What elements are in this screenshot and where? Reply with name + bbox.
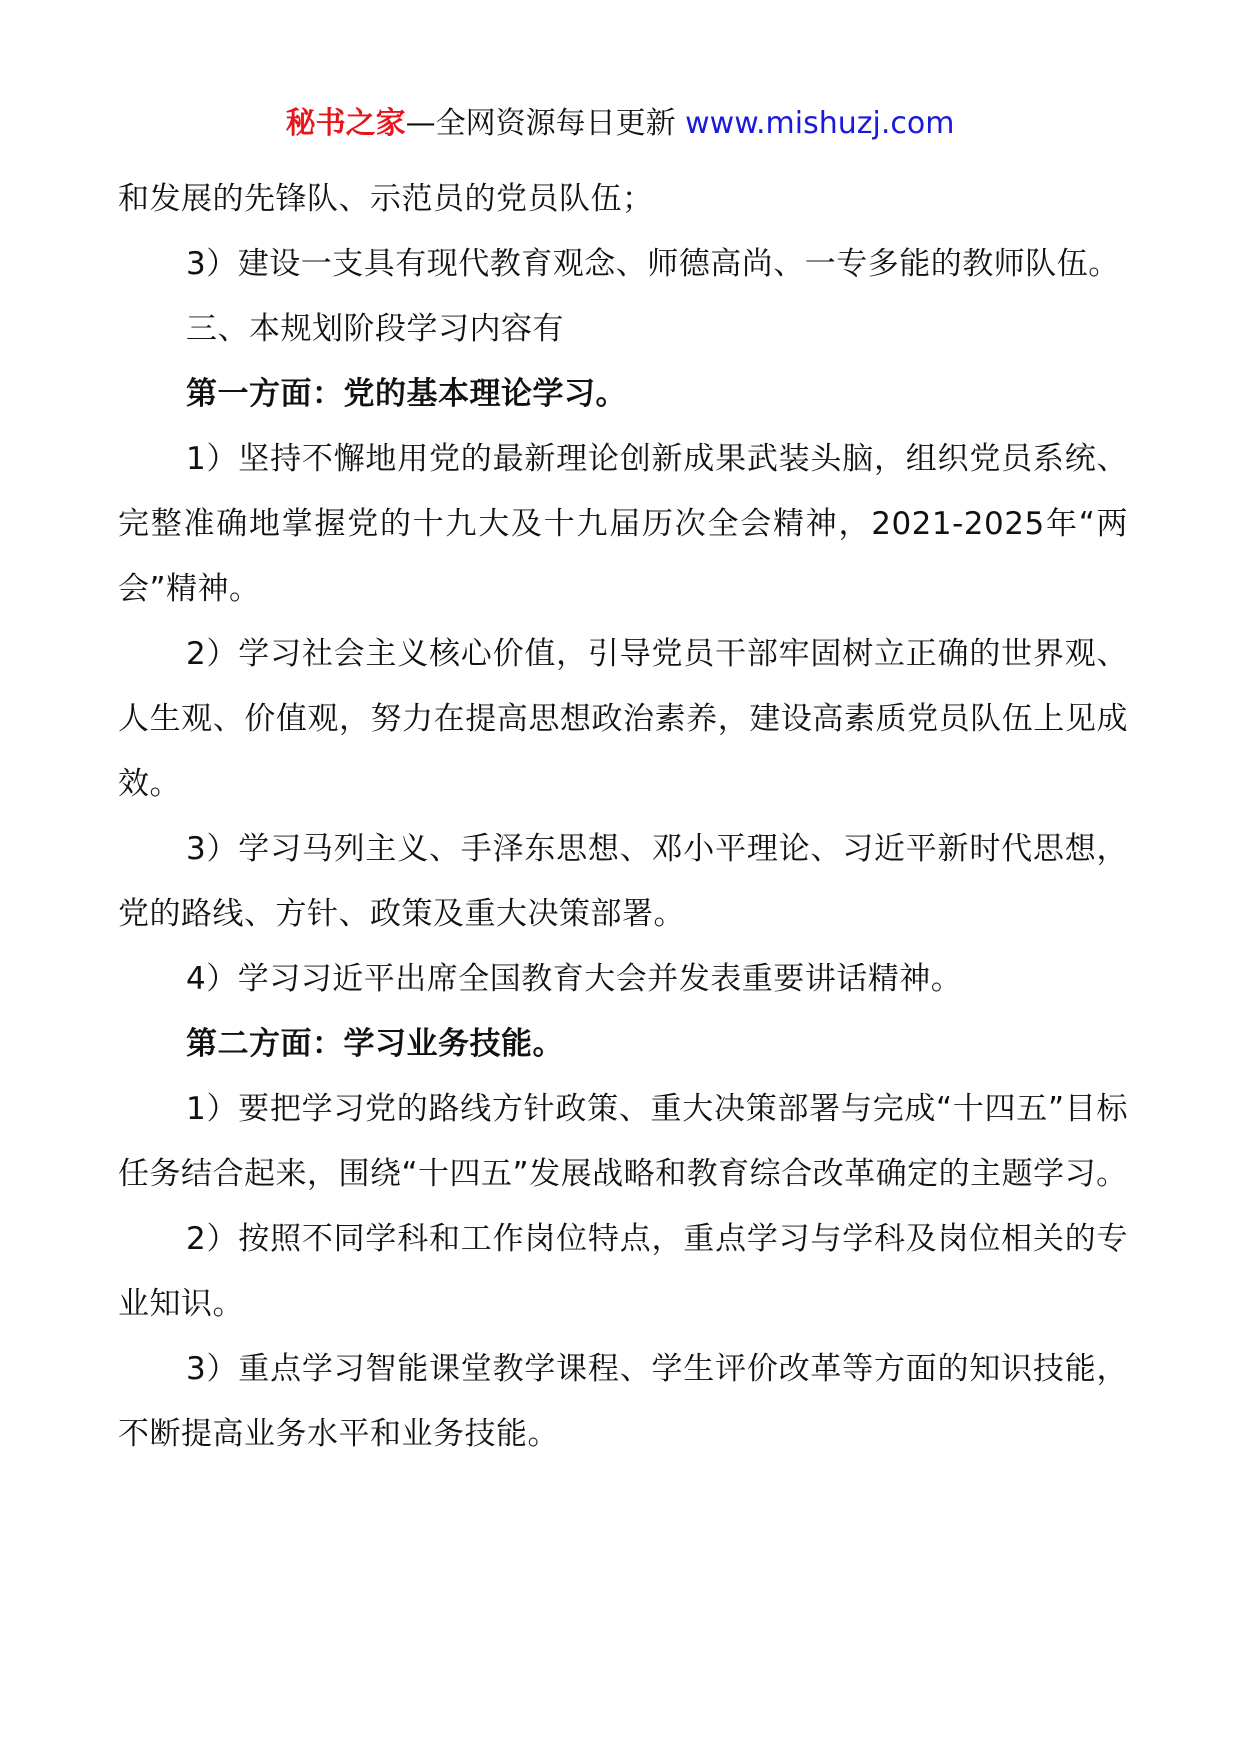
- paragraph: 和发展的先锋队、示范员的党员队伍；: [118, 181, 654, 217]
- paragraph: 3）重点学习智能课堂教学课程、学生评价改革等方面的知识技能，不断提高业务水平和业务技能。: [118, 1351, 1128, 1452]
- paragraph: 3）学习马列主义、手泽东思想、邓小平理论、习近平新时代思想，党的路线、方针、政策及重大决策部署。: [118, 831, 1128, 932]
- site-url-link[interactable]: www.mishuzj.com: [685, 106, 955, 141]
- subsection-heading: 第二方面：学习业务技能。: [186, 1026, 564, 1062]
- subsection-heading: 第一方面：党的基本理论学习。: [186, 376, 627, 412]
- paragraph: 1）要把学习党的路线方针政策、重大决策部署与完成“十四五”目标任务结合起来，围绕“十四五”发展战略和教育综合改革确定的主题学习。: [118, 1091, 1128, 1192]
- paragraph: 3）建设一支具有现代教育观念、师德高尚、一专多能的教师队伍。: [186, 246, 1120, 282]
- document-body: [118, 167, 1128, 1467]
- brand-name: 秘书之家: [285, 106, 406, 141]
- header-tagline: —全网资源每日更新: [405, 106, 686, 141]
- site-header: [0, 102, 1240, 146]
- paragraph: 2）学习社会主义核心价值，引导党员干部牢固树立正确的世界观、人生观、价值观，努力在提高思想政治素养，建设高素质党员队伍上见成效。: [118, 636, 1128, 802]
- paragraph: 2）按照不同学科和工作岗位特点，重点学习与学科及岗位相关的专业知识。: [118, 1221, 1128, 1322]
- paragraph: 4）学习习近平出席全国教育大会并发表重要讲话精神。: [186, 961, 963, 997]
- paragraph: 1）坚持不懈地用党的最新理论创新成果武装头脑，组织党员系统、完整准确地掌握党的十九大及十九届历次全会精神，2021-2025年“两会”精神。: [118, 441, 1128, 607]
- section-heading: 三、本规划阶段学习内容有: [186, 311, 564, 347]
